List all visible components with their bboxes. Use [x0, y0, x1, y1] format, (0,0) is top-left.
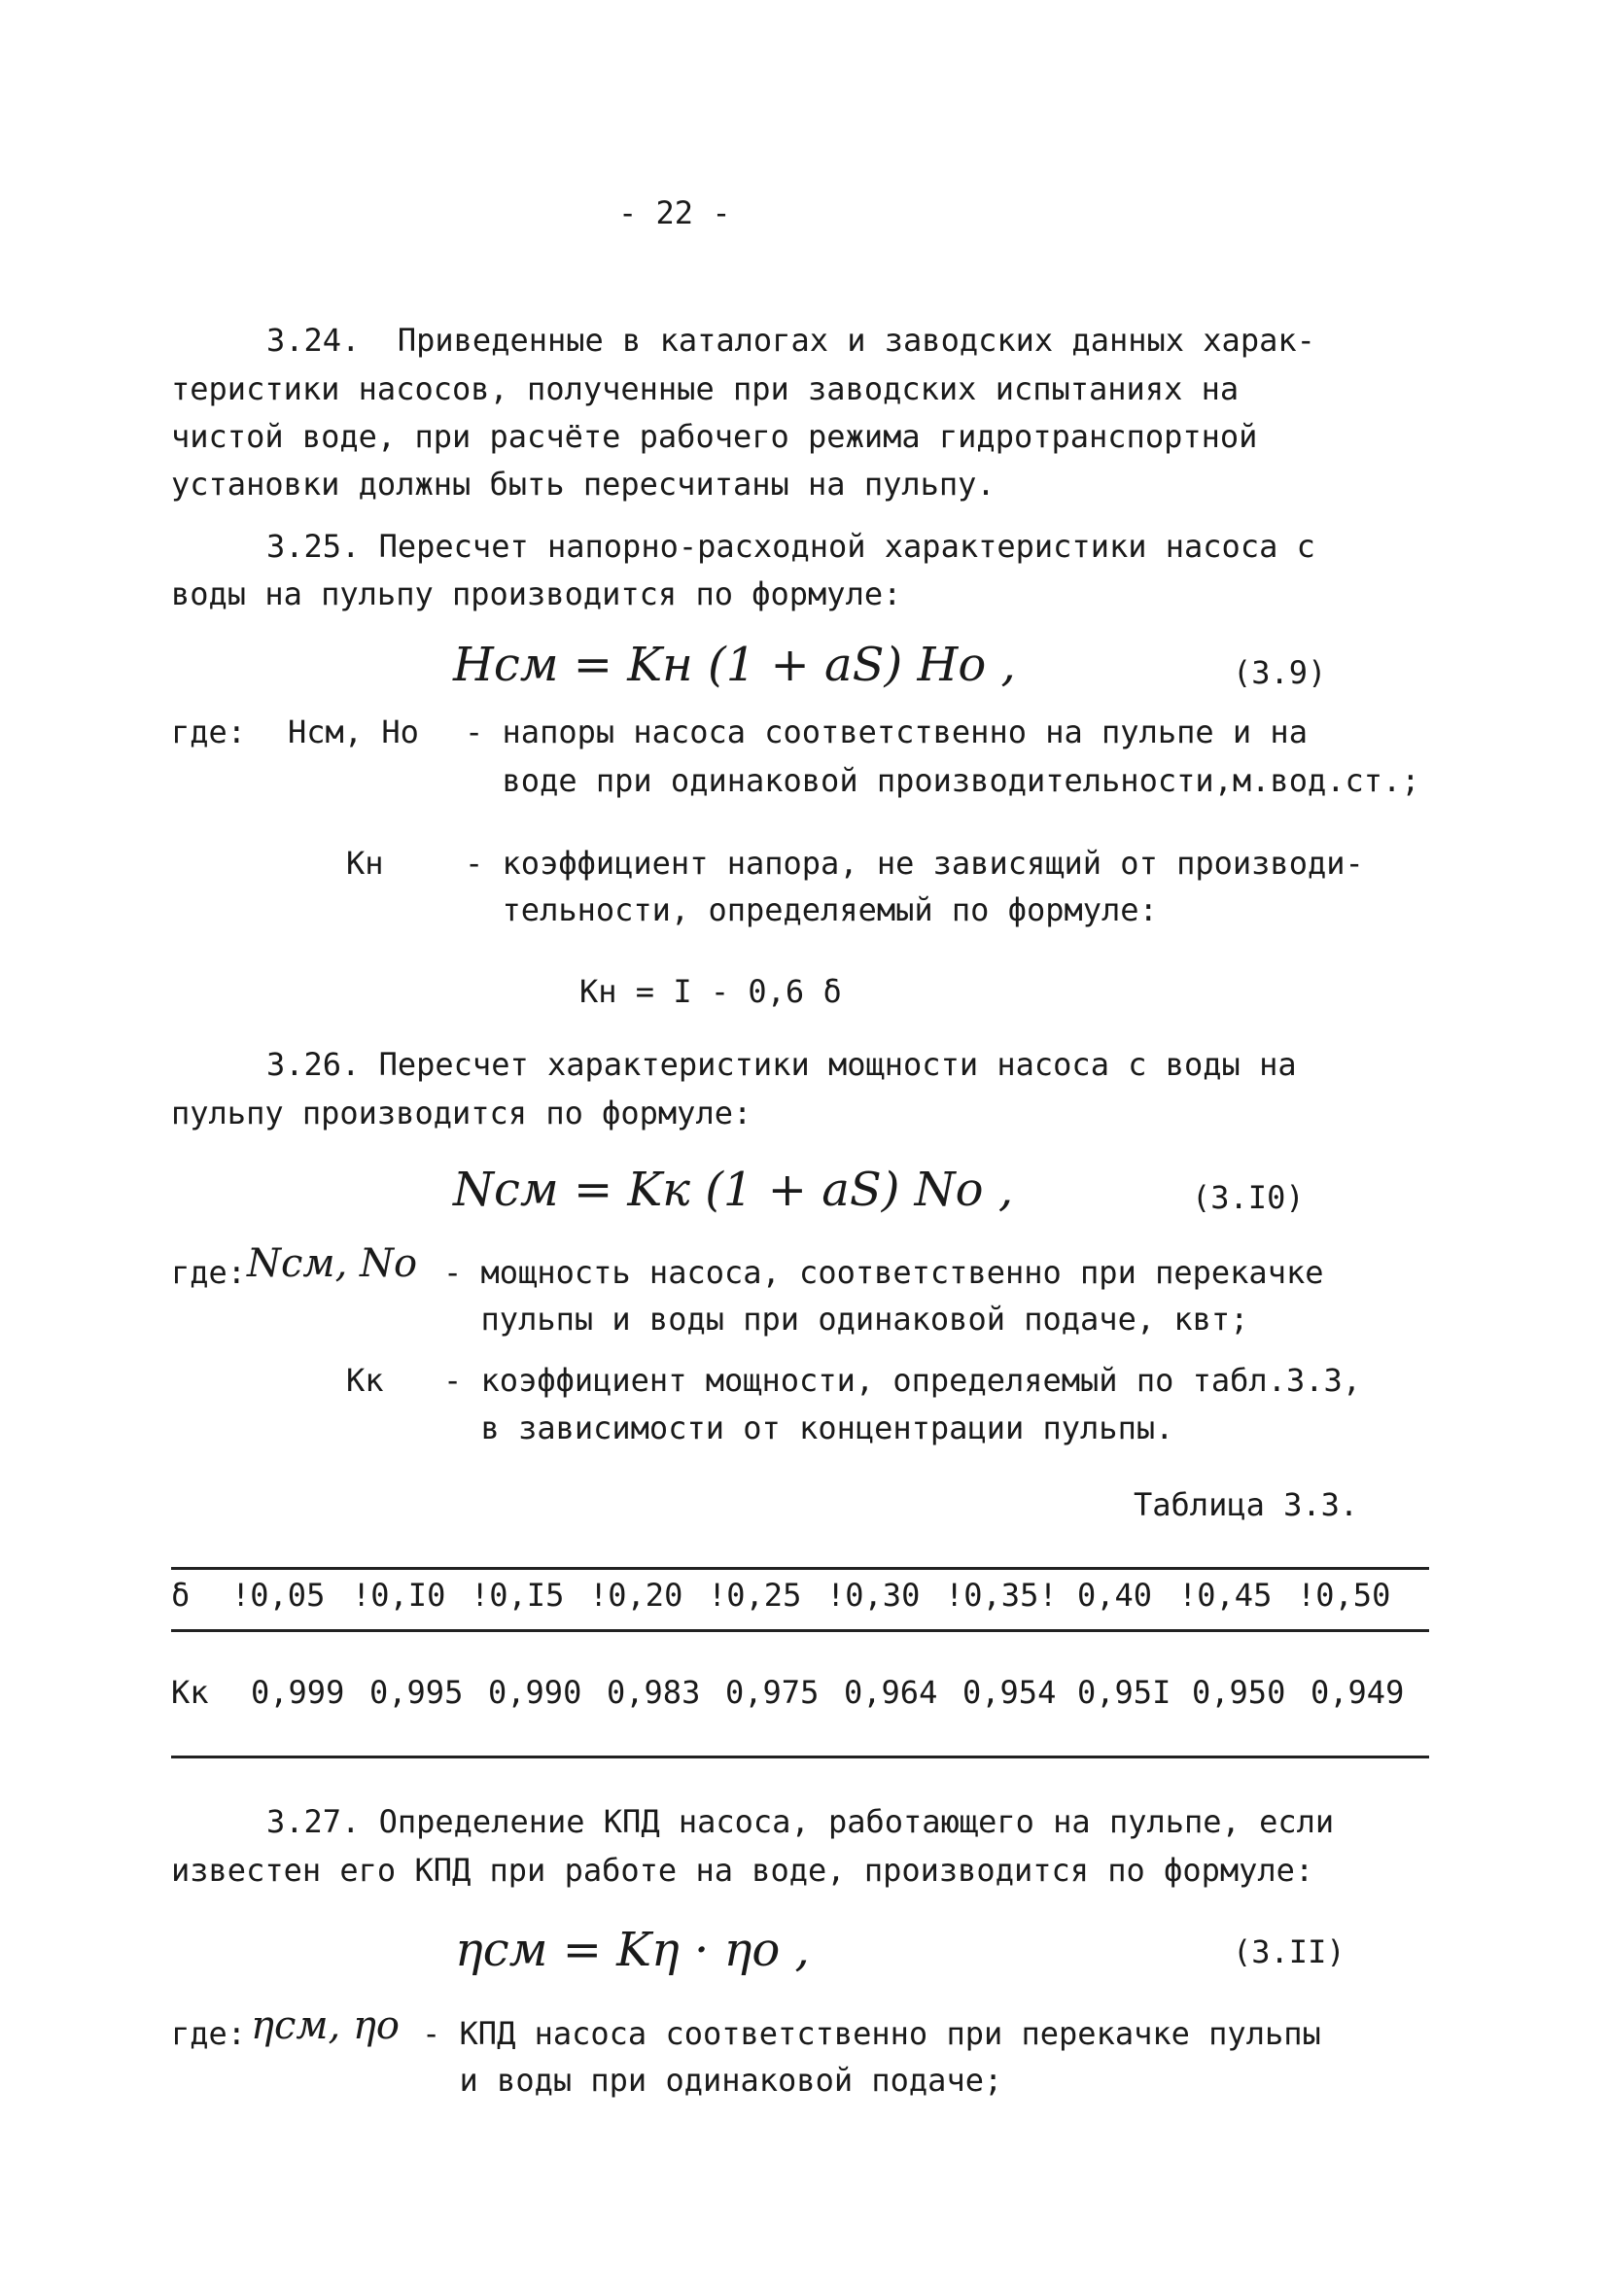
definition-line: и воды при одинаковой подаче; — [422, 2062, 1003, 2099]
table-cell: !0,25 — [708, 1577, 802, 1614]
definition-line: - КПД насоса соответственно при перекачке пульпы — [422, 2015, 1321, 2052]
definition-line: в зависимости от концентрации пульпы. — [443, 1409, 1174, 1446]
table-cell: !0,30 — [826, 1577, 921, 1614]
text-line: чистой воде, при расчёте рабочего режима гидротранспортной — [171, 418, 1258, 455]
definition-line: воде при одинаковой производительности,м.вод.ст.; — [465, 762, 1420, 799]
where-label: где: — [171, 1254, 247, 1291]
table-cell: !0,05 — [231, 1577, 326, 1614]
table-rule-bottom — [171, 1756, 1429, 1758]
table-row-label: Kк — [171, 1674, 209, 1711]
text-line: установки должны быть пересчитаны на пульпу. — [171, 466, 996, 503]
table-cell: 0,40 — [1077, 1577, 1153, 1614]
table-cell: 0,949 — [1311, 1674, 1405, 1711]
definition-line: - мощность насоса, соответственно при перекачке — [443, 1254, 1324, 1291]
page-number: - 22 - — [618, 194, 731, 231]
table-cell: !0,20 — [589, 1577, 683, 1614]
text-line: воды на пульпу производится по формуле: — [171, 575, 902, 612]
definition-line: - напоры насоса соответственно на пульпе и на — [465, 713, 1308, 750]
text-line: 3.24. Приведенные в каталогах и заводских данных харак- — [266, 322, 1315, 359]
table-cell: 0,999 — [251, 1674, 345, 1711]
text-line: известен его КПД при работе на воде, производится по формуле: — [171, 1852, 1314, 1889]
symbol-eta: ηсм, ηo — [251, 2003, 401, 2048]
definition-line: - коэффициент мощности, определяемый по табл.3.3, — [443, 1362, 1362, 1399]
table-cell: 0,95I — [1077, 1674, 1171, 1711]
table-cell: !0,I5 — [471, 1577, 565, 1614]
table-cell: 0,990 — [488, 1674, 582, 1711]
definition-line: - коэффициент напора, не зависящий от производи- — [465, 845, 1364, 882]
formula-kn: Kн = I - 0,6 δ — [579, 973, 842, 1010]
text-line: 3.26. Пересчет характеристики мощности насоса с воды на — [266, 1046, 1297, 1083]
table-cell: 0,975 — [725, 1674, 820, 1711]
text-line: пульпу производится по формуле: — [171, 1095, 752, 1131]
symbol-h: Hсм, Ho — [288, 713, 419, 750]
symbol-kk: Kк — [346, 1362, 384, 1399]
table-cell: !0,I0 — [352, 1577, 446, 1614]
table-rule-top — [171, 1567, 1429, 1570]
equation-number: (3.9) — [1233, 654, 1327, 691]
table-row-label: δ — [171, 1577, 191, 1614]
equation-number: (3.II) — [1233, 1933, 1346, 1970]
table-cell: 0,995 — [369, 1674, 464, 1711]
table-caption: Таблица 3.3. — [1134, 1486, 1359, 1523]
table-cell: !0,45 — [1178, 1577, 1273, 1614]
table-cell: 0,954 — [962, 1674, 1057, 1711]
table-cell: 0,964 — [844, 1674, 938, 1711]
symbol-kn: Kн — [346, 845, 384, 882]
formula-3-10: Nсм = Kк (1 + aS) No , — [453, 1163, 1014, 1217]
text-line: 3.27. Определение КПД насоса, работающего на пульпе, если — [266, 1803, 1335, 1840]
text-line: 3.25. Пересчет напорно-расходной характеристики насоса с — [266, 528, 1315, 565]
definition-line: пульпы и воды при одинаковой подаче, квт; — [443, 1301, 1249, 1338]
table-cell: 0,950 — [1192, 1674, 1286, 1711]
where-label: где: — [171, 713, 247, 750]
text-line: теристики насосов, полученные при заводских испытаниях на — [171, 370, 1240, 407]
symbol-n: Nсм, No — [247, 1241, 418, 1286]
formula-3-11: ηсм = Kη · ηo , — [455, 1923, 810, 1977]
where-label: где: — [171, 2015, 247, 2052]
equation-number: (3.I0) — [1192, 1179, 1305, 1216]
table-rule-mid — [171, 1629, 1429, 1632]
table-cell: !0,50 — [1297, 1577, 1391, 1614]
definition-line: тельности, определяемый по формуле: — [465, 891, 1158, 928]
formula-3-9: Hсм = Kн (1 + aS) Ho , — [453, 638, 1016, 692]
table-cell: 0,983 — [607, 1674, 701, 1711]
table-cell: !0,35! — [945, 1577, 1058, 1614]
